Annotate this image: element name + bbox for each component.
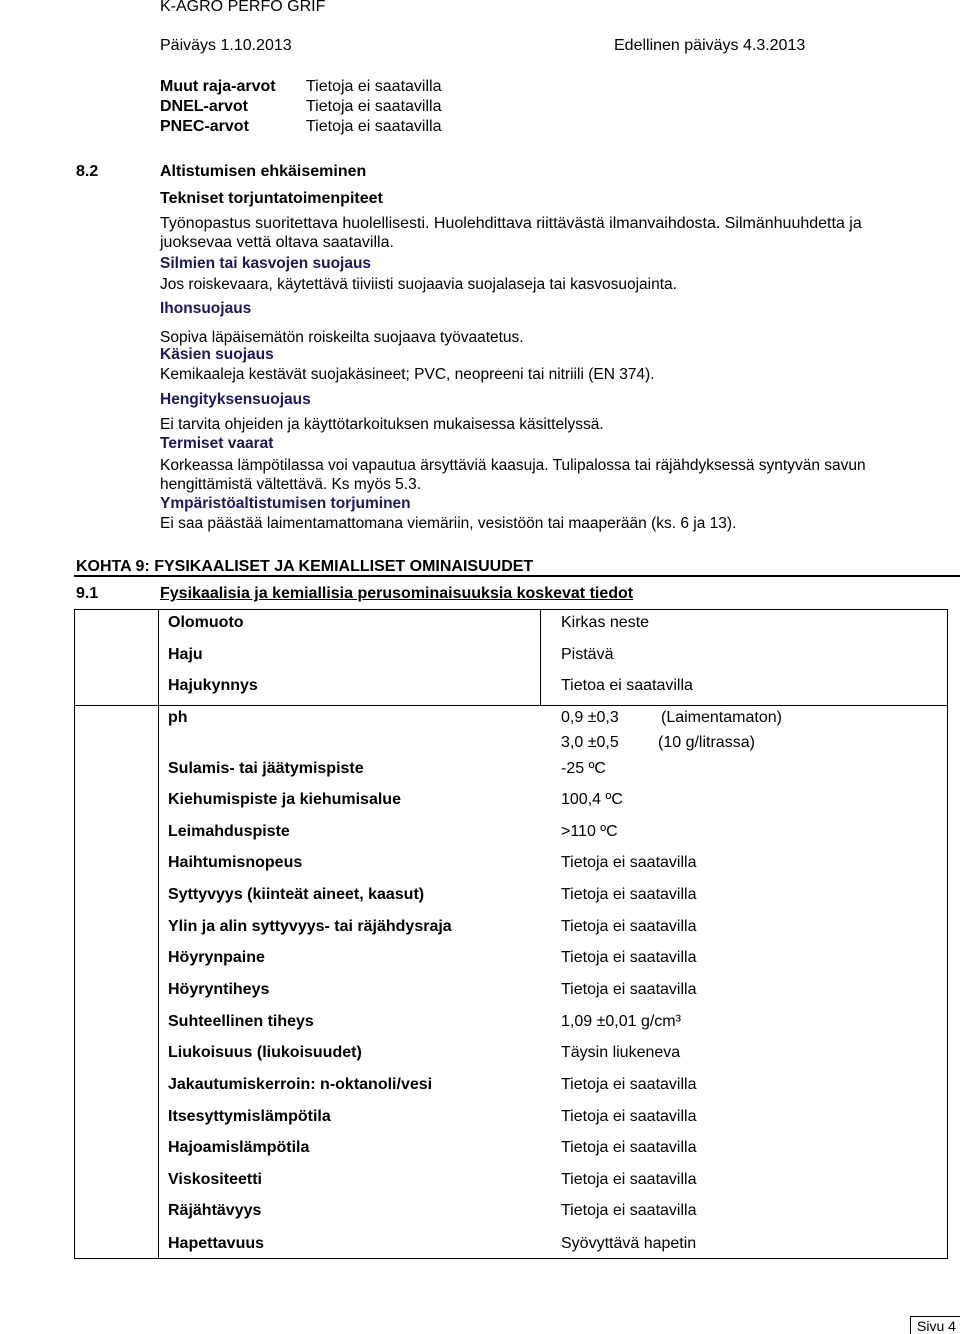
prop-value-olomuoto: Kirkas neste — [561, 614, 650, 631]
thermal-hazards-text: Korkeassa lämpötilassa voi vapautua ärsyttäviä kaasuja. Tulipalossa tai räjähdyksessä syntyvän savun hengittämistä vältettävä. Ks myös 5.3. — [160, 457, 866, 493]
prop-label-rajahtavyys: Räjähtävyys — [168, 1202, 262, 1219]
prop-value-haihtumis: Tietoja ei saatavilla — [561, 854, 697, 871]
tech-controls-title: Tekniset torjuntatoimenpiteet — [160, 190, 383, 207]
limit-value-pnec: Tietoja ei saatavilla — [306, 118, 442, 135]
prop-label-sulamis: Sulamis- tai jäätymispiste — [168, 760, 364, 777]
skin-protection-title: Ihonsuojaus — [160, 300, 252, 317]
limit-label-other: Muut raja-arvot — [160, 78, 276, 95]
section-9-1-title: Fysikaalisia ja kemiallisia perusominaisuuksia koskevat tiedot — [160, 585, 634, 602]
prop-value-rajahtavyys: Tietoja ei saatavilla — [561, 1202, 697, 1219]
tech-controls-text: Työnopastus suoritettava huolellisesti. Huolehdittava riittävästä ilmanvaihdosta. Silmänhuuhdetta ja juoksevaa vettä oltava saatavilla. — [160, 215, 862, 251]
section-8-2-title: Altistumisen ehkäiseminen — [160, 163, 367, 180]
page-number: Sivu 4 — [910, 1316, 960, 1334]
prop-value-hajoamis: Tietoja ei saatavilla — [561, 1139, 697, 1156]
thermal-hazards-title: Termiset vaarat — [160, 435, 274, 452]
prop-label-olomuoto: Olomuoto — [168, 614, 244, 631]
env-exposure-title: Ympäristöaltistumisen torjuminen — [160, 495, 411, 512]
prop-label-jakautuminen: Jakautumiskerroin: n-oktanoli/vesi — [168, 1076, 433, 1093]
prop-value-hoyryntiheys: Tietoja ei saatavilla — [561, 981, 697, 998]
section-9-title: KOHTA 9: FYSIKAALISET JA KEMIALLISET OMINAISUUDET — [76, 558, 534, 575]
previous-date: Edellinen päiväys 4.3.2013 — [614, 37, 806, 54]
prop-value-hapettavuus: Syövyttävä hapetin — [561, 1235, 697, 1252]
prop-label-viskositeetti: Viskositeetti — [168, 1171, 262, 1188]
limit-label-dnel: DNEL-arvot — [160, 98, 249, 115]
hand-protection-title: Käsien suojaus — [160, 346, 274, 363]
prop-label-haju: Haju — [168, 646, 203, 663]
table-divider-left — [158, 609, 159, 1259]
env-exposure-text: Ei saa päästää laimentamattomana viemäriin, vesistöön tai maaperään (ks. 6 ja 13). — [160, 515, 737, 532]
prop-note-ph-2: (10 g/litrassa) — [658, 734, 755, 751]
prop-label-kiehumis: Kiehumispiste ja kiehumisalue — [168, 791, 401, 808]
prop-label-syttyvyys: Syttyvyys (kiinteät aineet, kaasut) — [168, 886, 425, 903]
prop-value-liukoisuus: Täysin liukeneva — [561, 1044, 681, 1061]
prop-value-sulamis: -25 ºC — [561, 760, 606, 777]
prop-label-hajoamis: Hajoamislämpötila — [168, 1139, 310, 1156]
section-9-1-number: 9.1 — [76, 585, 99, 602]
prop-value-viskositeetti: Tietoja ei saatavilla — [561, 1171, 697, 1188]
prop-value-syttyvyys: Tietoja ei saatavilla — [561, 886, 697, 903]
prop-label-raja: Ylin ja alin syttyvyys- tai räjähdysraja — [168, 918, 452, 935]
prop-label-liukoisuus: Liukoisuus (liukoisuudet) — [168, 1044, 362, 1061]
respiratory-protection-title: Hengityksensuojaus — [160, 391, 311, 408]
prop-value-hoyrynpaine: Tietoja ei saatavilla — [561, 949, 697, 966]
prop-label-itsesyttymis: Itsesyttymislämpötila — [168, 1108, 331, 1125]
issue-date: Päiväys 1.10.2013 — [160, 37, 292, 54]
prop-value-hajukynnys: Tietoa ei saatavilla — [561, 677, 693, 694]
prop-value-kiehumis: 100,4 ºC — [561, 791, 623, 808]
prop-label-haihtumis: Haihtumisnopeus — [168, 854, 303, 871]
prop-value-ph-1: 0,9 ±0,3 — [561, 709, 619, 726]
prop-value-haju: Pistävä — [561, 646, 614, 663]
prop-value-jakautuminen: Tietoja ei saatavilla — [561, 1076, 697, 1093]
prop-value-itsesyttymis: Tietoja ei saatavilla — [561, 1108, 697, 1125]
product-name: K-AGRO PERFO GRIF — [160, 0, 326, 15]
prop-label-hoyrynpaine: Höyrynpaine — [168, 949, 265, 966]
prop-value-ph-2: 3,0 ±0,5 — [561, 734, 619, 751]
skin-protection-text: Sopiva läpäisemätön roiskeilta suojaava työvaatetus. — [160, 329, 524, 346]
prop-label-hapettavuus: Hapettavuus — [168, 1235, 265, 1252]
limit-label-pnec: PNEC-arvot — [160, 118, 249, 135]
eye-protection-title: Silmien tai kasvojen suojaus — [160, 255, 372, 272]
prop-label-ph: ph — [168, 709, 188, 726]
limit-value-dnel: Tietoja ei saatavilla — [306, 98, 442, 115]
table-row-divider — [74, 705, 948, 706]
prop-label-leimahdus: Leimahduspiste — [168, 823, 290, 840]
prop-value-leimahdus: >110 ºC — [561, 823, 618, 840]
prop-label-hoyryntiheys: Höyryntiheys — [168, 981, 270, 998]
prop-value-raja: Tietoja ei saatavilla — [561, 918, 697, 935]
prop-label-tiheys: Suhteellinen tiheys — [168, 1013, 314, 1030]
prop-value-tiheys: 1,09 ±0,01 g/cm³ — [561, 1013, 681, 1030]
eye-protection-text: Jos roiskevaara, käytettävä tiiviisti suojaavia suojalaseja tai kasvosuojainta. — [160, 276, 677, 293]
limit-value-other: Tietoja ei saatavilla — [306, 78, 442, 95]
section-8-2-number: 8.2 — [76, 163, 99, 180]
respiratory-protection-text: Ei tarvita ohjeiden ja käyttötarkoituksen mukaisessa käsittelyssä. — [160, 416, 604, 433]
prop-note-ph-1: (Laimentamaton) — [661, 709, 782, 726]
hand-protection-text: Kemikaaleja kestävät suojakäsineet; PVC, neopreeni tai nitriili (EN 374). — [160, 366, 655, 383]
table-divider-mid — [540, 609, 541, 706]
prop-label-hajukynnys: Hajukynnys — [168, 677, 258, 694]
